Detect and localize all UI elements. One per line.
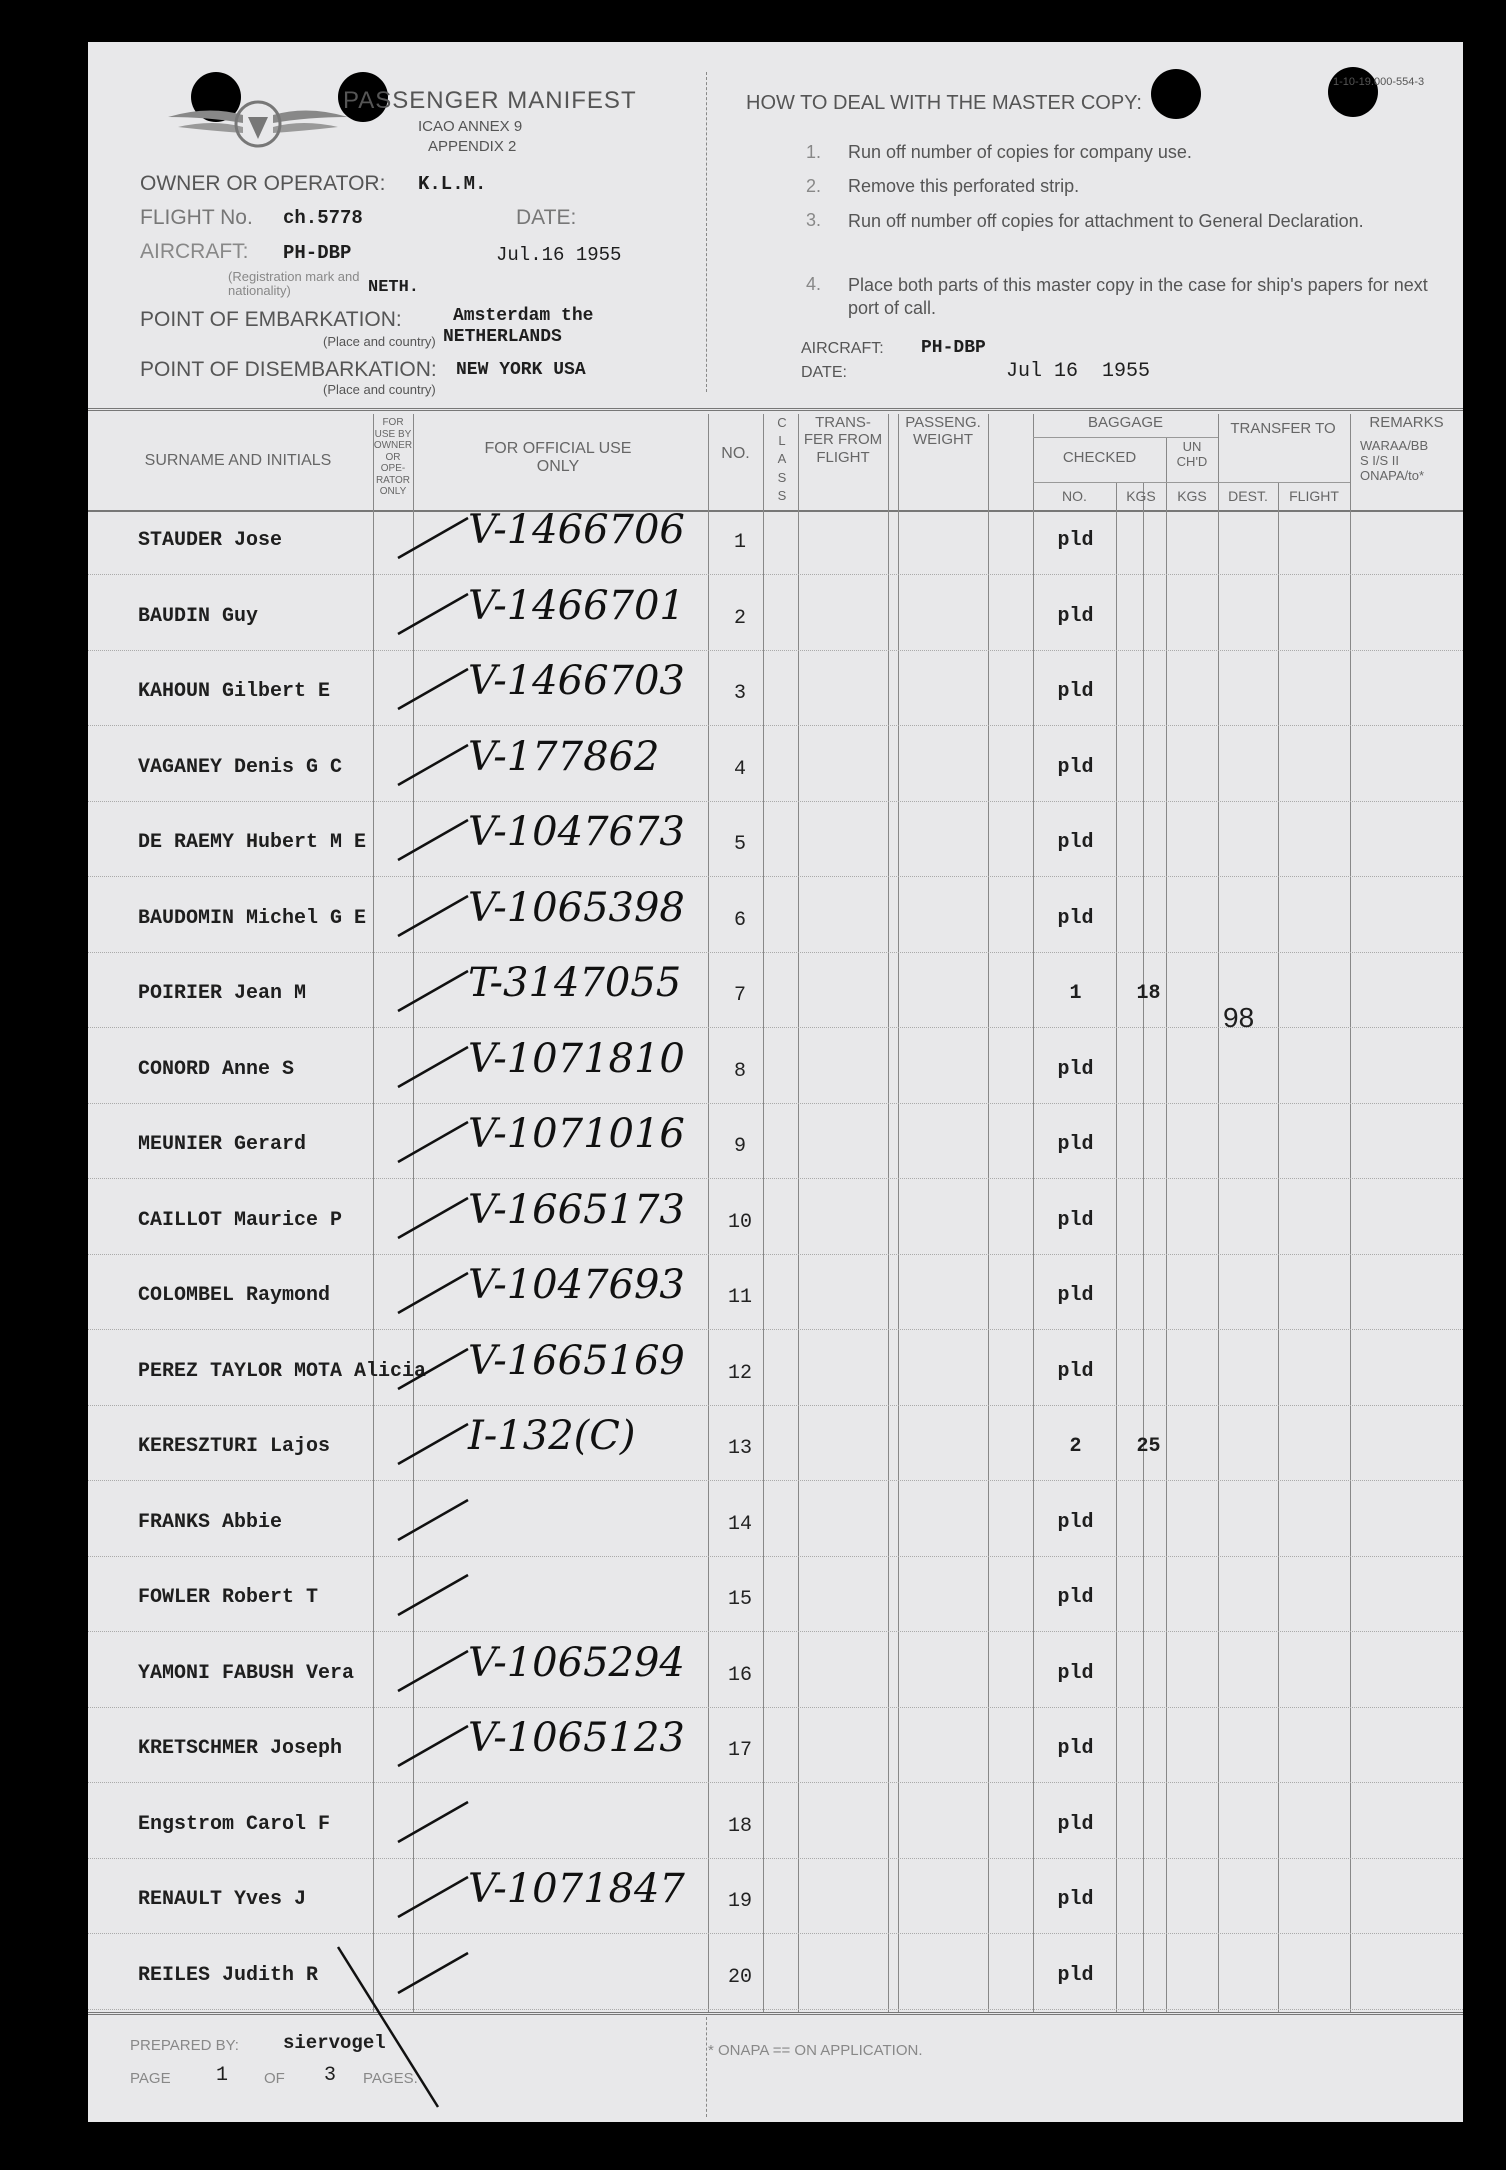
baggage-count: pld: [1057, 1661, 1094, 1685]
total-pages: 3: [324, 2064, 337, 2087]
transfer-annotation: 98: [1223, 1002, 1255, 1033]
checkmark-icon: [393, 1872, 473, 1922]
passenger-name: STAUDER Jose: [138, 529, 283, 552]
passenger-name: RENAULT Yves J: [138, 1888, 307, 1911]
row-number: 2: [733, 606, 746, 630]
baggage-count: pld: [1057, 1359, 1094, 1383]
passport-number: V-1466701: [468, 582, 685, 629]
passenger-name: CONORD Anne S: [138, 1057, 295, 1081]
col-transfer-from: TRANS- FER FROM FLIGHT: [803, 414, 883, 466]
row-number: 15: [727, 1588, 752, 1611]
instructions-aircraft-label: AIRCRAFT:: [801, 340, 884, 357]
row-divider: [88, 1631, 1463, 1632]
checkmark-icon: [393, 1117, 473, 1167]
col-class: C L A S S: [777, 415, 787, 503]
disembarkation-note: (Place and country): [323, 382, 436, 397]
baggage-kgs: 25: [1136, 1435, 1161, 1458]
row-number: 4: [733, 757, 746, 781]
passenger-name: KERESZTURI Lajos: [138, 1435, 331, 1458]
annex-label: ICAO ANNEX 9: [418, 118, 523, 135]
checkmark-icon: [393, 1042, 473, 1092]
aircraft-value: PH-DBP: [283, 242, 352, 264]
col-checked: CHECKED: [1062, 449, 1137, 466]
baggage-count: pld: [1057, 1510, 1094, 1534]
owner-label: OWNER OR OPERATOR:: [140, 172, 386, 195]
page-title: PASSENGER MANIFEST: [343, 87, 637, 114]
airline-wings-logo: [158, 87, 358, 157]
passport-number: V-1065294: [468, 1639, 685, 1686]
col-weight: PASSENG. WEIGHT: [905, 414, 981, 449]
baggage-count: pld: [1057, 1284, 1094, 1307]
checkmark-icon: [393, 1797, 473, 1847]
instruction-3: Run off number off copies for attachment to General Declaration.: [848, 211, 1364, 231]
pages-label: PAGES.: [363, 2070, 418, 2087]
instruction-1: Run off number of copies for company use.: [848, 142, 1192, 162]
passenger-name: REILES Judith R: [138, 1963, 319, 1987]
row-number: 9: [733, 1135, 746, 1158]
row-divider: [88, 2009, 1463, 2010]
passenger-name: COLOMBEL Raymond: [138, 1284, 331, 1307]
passport-number: V-1071847: [468, 1866, 685, 1912]
col-baggage: BAGGAGE: [1087, 414, 1164, 431]
page-number: 1: [216, 2064, 229, 2087]
disembarkation-value: NEW YORK USA: [456, 360, 586, 380]
of-label: OF: [264, 2070, 285, 2087]
passport-number: T-3147055: [468, 960, 682, 1006]
row-divider: [88, 1480, 1463, 1481]
row-number: 19: [727, 1890, 752, 1913]
prepared-label: PREPARED BY:: [130, 2037, 239, 2054]
passenger-name: PEREZ TAYLOR MOTA Alicia: [138, 1359, 427, 1383]
row-number: 5: [733, 833, 746, 856]
baggage-count: 2: [1069, 1435, 1082, 1458]
flight-label: FLIGHT No.: [140, 206, 253, 229]
checkmark-icon: [393, 1344, 473, 1394]
row-divider: [88, 574, 1463, 575]
baggage-count: pld: [1057, 1737, 1094, 1760]
checkmark-icon: [393, 1495, 473, 1545]
manifest-sheet: [88, 42, 1463, 2122]
punch-hole: [1328, 67, 1378, 117]
col-remarks-sub: WARAA/BB S I/S II ONAPA/to*: [1360, 438, 1429, 483]
registration-value: NETH.: [368, 278, 420, 297]
row-number: 20: [727, 1965, 752, 1989]
instructions-aircraft-value: PH-DBP: [921, 338, 986, 358]
instructions-title: HOW TO DEAL WITH THE MASTER COPY:: [746, 92, 1142, 114]
row-divider: [88, 1027, 1463, 1028]
col-flight: FLIGHT: [1289, 488, 1339, 504]
col-transfer-to: TRANSFER TO: [1230, 420, 1336, 437]
passenger-name: BAUDIN Guy: [138, 604, 259, 628]
instruction-4: Place both parts of this master copy in the case for ship's papers for next port of call.: [848, 275, 1428, 319]
baggage-count: pld: [1057, 1812, 1094, 1836]
passenger-name: DE RAEMY Hubert M E: [138, 831, 367, 854]
row-divider: [88, 725, 1463, 726]
checkmark-icon: [393, 513, 473, 563]
onapa-note: * ONAPA == ON APPLICATION.: [708, 2042, 923, 2059]
passport-number: V-1071016: [468, 1111, 685, 1157]
passenger-name: CAILLOT Maurice P: [138, 1208, 343, 1232]
punch-hole: [1151, 69, 1201, 119]
appendix-label: APPENDIX 2: [428, 138, 517, 155]
document-code: 1-10-19.000-554-3: [1333, 76, 1425, 88]
passport-number: V-1466703: [468, 658, 685, 704]
col-unchecked-kgs: KGS: [1177, 488, 1207, 504]
baggage-count: pld: [1057, 529, 1094, 552]
passenger-name: POIRIER Jean M: [138, 982, 307, 1005]
row-divider: [88, 801, 1463, 802]
instruction-num-3: 3.: [806, 210, 822, 230]
passenger-name: FRANKS Abbie: [138, 1510, 283, 1534]
row-number: 10: [727, 1210, 752, 1234]
baggage-count: pld: [1057, 1963, 1094, 1987]
baggage-count: pld: [1057, 1586, 1094, 1609]
row-number: 8: [733, 1059, 746, 1083]
date-label: DATE:: [516, 206, 577, 229]
checkmark-icon: [393, 664, 473, 714]
embarkation-value-country: NETHERLANDS: [443, 327, 562, 347]
row-number: 13: [727, 1437, 752, 1460]
row-number: 12: [727, 1361, 752, 1385]
embarkation-value-place: Amsterdam the: [453, 306, 594, 326]
pen-stroke: [328, 1942, 448, 2112]
col-bag-no: NO.: [1062, 488, 1087, 504]
row-divider: [88, 876, 1463, 877]
checkmark-icon: [393, 589, 473, 639]
row-number: 17: [727, 1739, 752, 1762]
checkmark-icon: [393, 1193, 473, 1243]
instructions-date-value: Jul 16 1955: [1006, 360, 1151, 383]
instruction-num-2: 2.: [806, 176, 822, 196]
instruction-num-4: 4.: [806, 274, 822, 294]
checkmark-icon: [393, 1419, 473, 1469]
col-official-use: FOR OFFICIAL USE ONLY: [484, 440, 632, 476]
registration-note: (Registration mark and nationality): [228, 269, 360, 299]
col-bag-kgs: KGS: [1126, 488, 1156, 504]
row-number: 14: [727, 1512, 752, 1536]
checkmark-icon: [393, 1268, 473, 1318]
date-value: Jul.16 1955: [496, 244, 622, 266]
row-divider: [88, 650, 1463, 651]
passport-number: V-1071810: [468, 1035, 685, 1082]
flight-value: ch.5778: [283, 207, 363, 229]
checkmark-icon: [393, 1646, 473, 1696]
row-number: 11: [727, 1286, 752, 1309]
passport-number: V-1065398: [468, 884, 685, 931]
page-label: PAGE: [130, 2070, 171, 2087]
checkmark-icon: [393, 740, 473, 790]
row-number: 1: [733, 531, 746, 554]
owner-value: K.L.M.: [418, 173, 487, 195]
passport-number: I-132(C): [468, 1413, 636, 1459]
row-divider: [88, 1556, 1463, 1557]
baggage-count: pld: [1057, 1888, 1094, 1911]
col-dest: DEST.: [1228, 488, 1268, 504]
row-divider: [88, 1405, 1463, 1406]
col-no: NO.: [721, 445, 750, 462]
baggage-count: 1: [1069, 982, 1082, 1005]
row-number: 6: [733, 908, 746, 932]
instruction-num-1: 1.: [806, 142, 822, 162]
row-divider: [88, 1933, 1463, 1934]
col-remarks: REMARKS: [1369, 414, 1444, 431]
col-surname: SURNAME AND INITIALS: [144, 452, 332, 469]
prepared-value: siervogel: [283, 2032, 386, 2054]
row-divider: [88, 1329, 1463, 1330]
passport-number: V-1466706: [468, 507, 685, 553]
baggage-count: pld: [1057, 906, 1094, 930]
row-number: 18: [727, 1814, 752, 1838]
passport-number: V-1047693: [468, 1262, 685, 1308]
row-number: 16: [727, 1663, 752, 1687]
aircraft-label: AIRCRAFT:: [140, 240, 249, 263]
baggage-count: pld: [1057, 1057, 1094, 1081]
checkmark-icon: [393, 1570, 473, 1620]
baggage-kgs: 18: [1136, 982, 1161, 1005]
passenger-name: Engstrom Carol F: [138, 1812, 331, 1836]
col-unchecked: UN CH'D: [1176, 439, 1208, 469]
passport-number: V-1665169: [468, 1337, 685, 1384]
passenger-name: FOWLER Robert T: [138, 1586, 319, 1609]
passenger-name: MEUNIER Gerard: [138, 1133, 307, 1156]
baggage-count: pld: [1057, 1208, 1094, 1232]
row-divider: [88, 1254, 1463, 1255]
row-divider: [88, 1782, 1463, 1783]
checkmark-icon: [393, 891, 473, 941]
baggage-count: pld: [1057, 831, 1094, 854]
passport-number: V-1065123: [468, 1715, 685, 1761]
row-divider: [88, 1707, 1463, 1708]
col-owner-use: FOR USE BY OWNER OR OPE- RATOR ONLY: [373, 417, 413, 497]
checkmark-icon: [393, 815, 473, 865]
baggage-count: pld: [1057, 680, 1094, 703]
passenger-name: KRETSCHMER Joseph: [138, 1737, 343, 1760]
baggage-count: pld: [1057, 1133, 1094, 1156]
passenger-name: KAHOUN Gilbert E: [138, 680, 331, 703]
instructions-date-label: DATE:: [801, 364, 847, 381]
passport-number: V-1047673: [468, 809, 685, 855]
disembarkation-label: POINT OF DISEMBARKATION:: [140, 358, 437, 381]
baggage-count: pld: [1057, 604, 1094, 628]
row-divider: [88, 952, 1463, 953]
passenger-name: YAMONI FABUSH Vera: [138, 1661, 355, 1685]
passenger-name: BAUDOMIN Michel G E: [138, 906, 367, 930]
checkmark-icon: [393, 966, 473, 1016]
row-divider: [88, 1178, 1463, 1179]
passenger-name: VAGANEY Denis G C: [138, 755, 343, 779]
checkmark-icon: [393, 1721, 473, 1771]
embarkation-label: POINT OF EMBARKATION:: [140, 308, 402, 331]
instruction-2: Remove this perforated strip.: [848, 176, 1080, 196]
baggage-count: pld: [1057, 755, 1094, 779]
row-divider: [88, 1858, 1463, 1859]
passport-number: V-1665173: [468, 1186, 685, 1233]
row-number: 7: [733, 984, 746, 1007]
embarkation-note: (Place and country): [323, 334, 436, 349]
passport-number: V-177862: [468, 733, 660, 780]
row-number: 3: [733, 682, 746, 705]
row-divider: [88, 1103, 1463, 1104]
